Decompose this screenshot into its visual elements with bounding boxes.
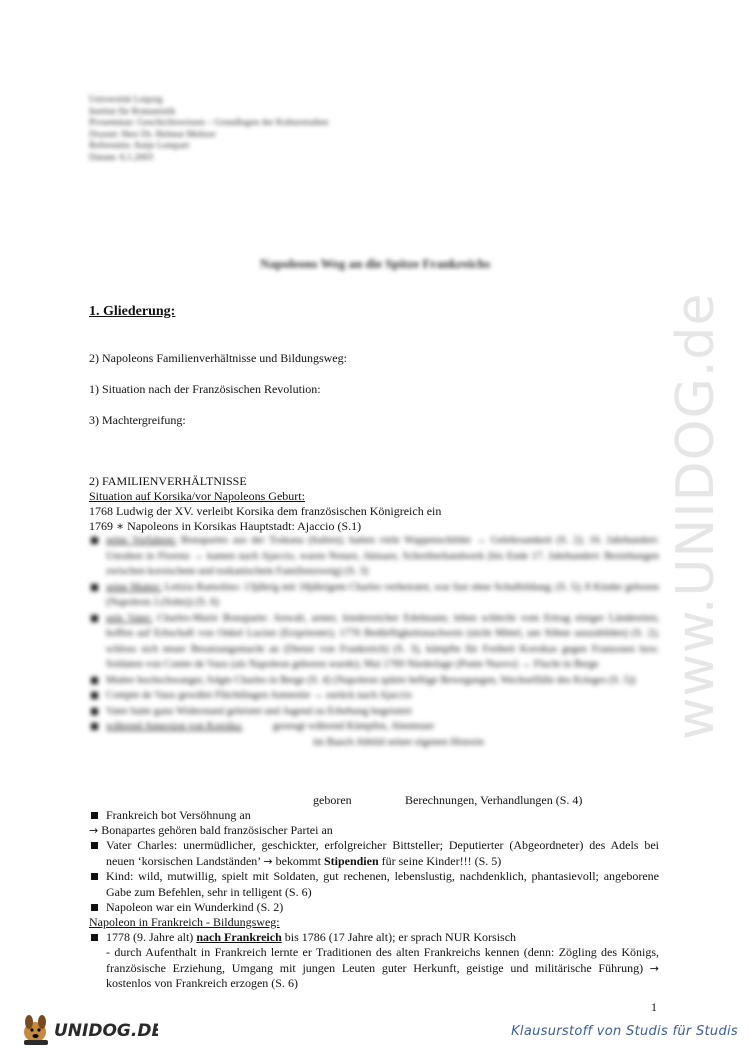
list-item [89, 869, 659, 900]
list-item [89, 930, 659, 946]
bullet-text: Letizia Ramolino: 13jährig mit 18jährigem Charles verheiratet, war fast ohne Schulbildung; (S. 5); 8 Kinder geboren (Napoleon 2.(Sohn)) (S. 6) [106, 581, 659, 608]
bullet-text: 1778 (9. Jahre alt) [106, 930, 197, 944]
bullet-text: Compte de Vaux gewährt Flüchtlingen Amnestie → zurück nach Ajaccio [106, 690, 412, 701]
list-item [89, 900, 659, 916]
paragraph-text: - durch Aufenthalt in Frankreich lernte er Traditionen des alten Frankreichs kennen (denn: Zögling des Königs, französische Erziehung, Umgang mit jungen Leuten guter Herkunft, geistige und militärische Führung) [106, 945, 659, 975]
bullet-lead: seine Mutter: [106, 581, 162, 593]
line-1768: 1768 Ludwig der XV. verleibt Korsika dem französischen Königreich ein [89, 504, 442, 518]
header-line: Datum: 6.1.2003 [89, 152, 154, 163]
blurred-bullet-list [89, 533, 659, 750]
outline-item: 1) Situation nach der Französischen Revolution: [89, 382, 321, 396]
bullet-text: Kind: wild, mutwillig, spielt mit Soldaten, gut rechenen, lebenslustig, nachdenklich, phantasievoll; angeborene Gabe zum Befehlen, sehr in telligent (S. 6) [106, 869, 659, 899]
bullet-text: Charles-Marie Bonaparte: Anwalt, armer, kinderreicher Edelmann; leben schlecht vom Ertrag einiger Ländereien; hoffen auf Erbschaft von Onkel Lucien (Erzpriester); 1776 Bedürftigkeitsnachweis (nicht Mittel, um Söhne auszubilden) (S. 2); schloss sich neuer Besatzungsmacht an (Dienst von Frankreich) (S. 3), kämpfte für Freiheit Korsikas gegen Franzosen bzw. Soldaten von Comte de Vaux (als Napoleon geboren wurde); Mai 1769 Niederlage (Ponte Nuovo) → Flucht in Berge [106, 612, 660, 670]
header-line: Referentin: Antje Lempart [89, 141, 190, 151]
list-item [89, 580, 659, 611]
list-item [89, 719, 659, 735]
twocol-left: geboren [313, 793, 352, 807]
list-item [89, 611, 659, 673]
bullet-text: Mutter hochschwanger, folgte Charles in Berge (S. 4) (Napoleon spürte heftige Bewegungen, Wechselfälle des Krieges (S. 5)) [106, 674, 636, 686]
list-item [89, 838, 659, 869]
aufenthalt-paragraph [89, 945, 659, 992]
header-line: Institut für Romanistik [89, 106, 176, 117]
list-item [89, 808, 659, 824]
bullet-text: Frankreich bot Versöhnung an [106, 808, 251, 822]
bullet-text: Vater hatte ganz Widerstand geleistet und Jugend zu Erhebung begeistert [106, 705, 412, 717]
list-item [89, 704, 659, 720]
bullet-lead: während Annexion von Korsika: [106, 721, 243, 732]
bullet-lead: seine Vorfahren: [106, 535, 177, 546]
watermark-text: www.UNIDOG.de [666, 292, 726, 740]
bullet-text: gezeugt während Kämpfen, Abenteuer [272, 721, 435, 732]
arrow-icon: → [89, 824, 99, 837]
line-1769: 1769 ∗ Napoleons in Korsikas Hauptstadt: Ajaccio (S.1) [89, 519, 362, 533]
header-line: Universität Leipzig [89, 95, 163, 105]
outline-item: 2) Napoleons Familienverhältnisse und Bildungsweg: [89, 351, 347, 365]
footer-claim: Klausurstoff von Studis für Studis [511, 1024, 738, 1039]
nach-frankreich-bold: nach Frankreich [196, 930, 282, 944]
paragraph-text: kostenlos von Frankreich erzogen (S. 6) [106, 976, 298, 990]
header-line: Dozent: Herr Dr. Helmut Meltzer [89, 129, 216, 140]
document-header [89, 95, 328, 164]
dog-icon [18, 1008, 158, 1048]
familien-heading: 2) FAMILIENVERHÄLTNISSE [89, 474, 247, 488]
list-item [89, 673, 659, 689]
bullet-text: bekommt [272, 853, 324, 868]
stipendien-bold: Stipendien [323, 853, 379, 868]
bullet-text: Bonapartes aus der Toskana (Italien); hatten viele Wappenschilder → Gelehrsamkeit (S. 2); 16. Jahrhundert: Unruhen in Florenz → kamen nach Ajaccio, waren Notare, Aktuare, Schreiberhandwerk (bis Ende 17. Jahrhundert: Beziehungen zwischen korsischem und toskanischem Familienzweig) (S. 3) [106, 535, 660, 577]
korsika-subheading: Situation auf Korsika/vor Napoleons Geburt: [89, 489, 305, 503]
twocol-right: Berechnungen, Verhandlungen (S. 4) [405, 793, 583, 807]
arrow-icon: → [263, 854, 273, 868]
arrow-line [89, 823, 333, 839]
bullet-text: bis 1786 (17 Jahre alt); er sprach NUR Korsisch [281, 930, 517, 944]
bullet-text: für seine Kinder!!! (S. 5) [378, 853, 502, 868]
bullet-text: Napoleon war ein Wunderkind (S. 2) [106, 900, 284, 914]
arrow-line-text: Bonapartes gehören bald französischer Partei an [101, 823, 333, 837]
bildung-subheading: Napoleon in Frankreich - Bildungsweg: [89, 915, 280, 929]
logo-text: UNIDOG.DE [54, 1021, 158, 1041]
watermark [655, 240, 735, 760]
blurred-twocol-row: im Bauch Abbild seiner eigenen Historie [313, 736, 485, 748]
document-title: Napoleons Weg an die Spitze Frankreichs [259, 256, 491, 271]
header-line: Proseminar: Geschichtswissen – Grundlagen der Kulturstudien [89, 118, 329, 128]
bullet-lead: sein Vater: [106, 612, 153, 624]
bullet-text: Vater Charles: unermüdlicher, geschickter, erfolgreicher Bittsteller; Deputierter (Abgeordneter) des Adels bei neuen ‘korsischen Landständen’ [106, 838, 659, 868]
list-item [89, 533, 659, 580]
unidog-logo[interactable] [18, 1008, 158, 1053]
page-number: 1 [651, 1000, 657, 1014]
list-item [89, 688, 659, 704]
arrow-icon: → [649, 961, 659, 975]
outline-item: 3) Machtergreifung: [89, 413, 186, 427]
section-heading: 1. Gliederung: [89, 304, 176, 319]
